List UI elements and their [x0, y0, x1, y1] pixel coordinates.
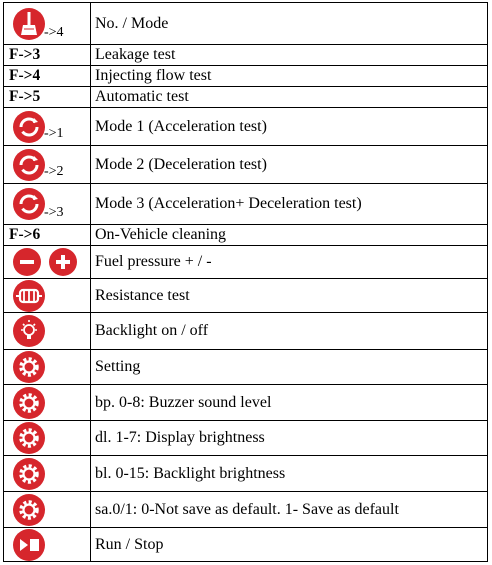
table-row — [4, 492, 488, 528]
minus-icon — [12, 247, 42, 277]
table-header-row — [4, 3, 488, 45]
function-key: F->6 — [9, 226, 41, 243]
function-key: F->3 — [9, 46, 41, 63]
table-row — [4, 385, 488, 421]
table-row — [4, 528, 488, 562]
mode-suffix: ->1 — [44, 126, 64, 141]
row-label: Mode 3 (Acceleration+ Deceleration test) — [91, 184, 488, 225]
icon-cell — [4, 146, 91, 184]
row-label: Leakage test — [91, 45, 488, 66]
row-label: Backlight on / off — [91, 313, 488, 350]
row-label: dl. 1-7: Display brightness — [91, 421, 488, 456]
plus-icon — [48, 247, 78, 277]
bulb-icon — [12, 314, 46, 348]
icon-cell — [4, 184, 91, 225]
table-row — [4, 87, 488, 108]
table-row — [4, 456, 488, 492]
icon-cell — [4, 108, 91, 146]
row-label: Mode 2 (Deceleration test) — [91, 146, 488, 184]
mode-suffix: ->3 — [44, 205, 64, 220]
icon-cell — [4, 528, 91, 562]
row-label: On-Vehicle cleaning — [91, 225, 488, 246]
row-label: Automatic test — [91, 87, 488, 108]
gear-icon — [12, 421, 46, 455]
row-label: Setting — [91, 350, 488, 385]
resistor-icon — [12, 279, 46, 313]
table-row — [4, 246, 488, 279]
key-cell — [4, 66, 91, 87]
table-row — [4, 350, 488, 385]
gear-icon — [12, 350, 46, 384]
function-key: F->4 — [9, 67, 41, 84]
row-label: Fuel pressure + / - — [91, 246, 488, 279]
header-label: No. / Mode — [91, 3, 488, 45]
row-label: bp. 0-8: Buzzer sound level — [91, 385, 488, 421]
key-cell — [4, 45, 91, 66]
icon-cell — [4, 421, 91, 456]
gear-icon — [12, 386, 46, 420]
gear-icon — [12, 493, 46, 527]
mode-suffix: ->4 — [44, 25, 64, 40]
table-row — [4, 66, 488, 87]
row-label: Injecting flow test — [91, 66, 488, 87]
brush-icon — [12, 7, 46, 41]
gear-icon — [12, 457, 46, 491]
row-label: Resistance test — [91, 279, 488, 313]
row-label: bl. 0-15: Backlight brightness — [91, 456, 488, 492]
row-label: sa.0/1: 0-Not save as default. 1- Save as default — [91, 492, 488, 528]
cycle-icon — [12, 110, 46, 144]
icon-cell — [4, 279, 91, 313]
table-row — [4, 313, 488, 350]
icon-cell — [4, 456, 91, 492]
table-row — [4, 45, 488, 66]
row-label: Mode 1 (Acceleration test) — [91, 108, 488, 146]
minus-plus-icons — [12, 247, 78, 277]
icon-cell — [4, 313, 91, 350]
table-row — [4, 421, 488, 456]
header-icon-cell — [4, 3, 91, 45]
mode-suffix: ->2 — [44, 164, 64, 179]
icon-cell — [4, 350, 91, 385]
key-cell — [4, 225, 91, 246]
play-stop-icon — [12, 528, 46, 562]
table-row — [4, 146, 488, 184]
cycle-icon — [12, 148, 46, 182]
row-label: Run / Stop — [91, 528, 488, 562]
icon-cell — [4, 492, 91, 528]
function-key-table — [3, 2, 488, 562]
icon-cell — [4, 385, 91, 421]
table-row — [4, 184, 488, 225]
table-row — [4, 108, 488, 146]
function-key: F->5 — [9, 88, 41, 105]
cycle-icon — [12, 187, 46, 221]
table-row — [4, 279, 488, 313]
table-row — [4, 225, 488, 246]
key-cell — [4, 87, 91, 108]
icon-cell — [4, 246, 91, 279]
